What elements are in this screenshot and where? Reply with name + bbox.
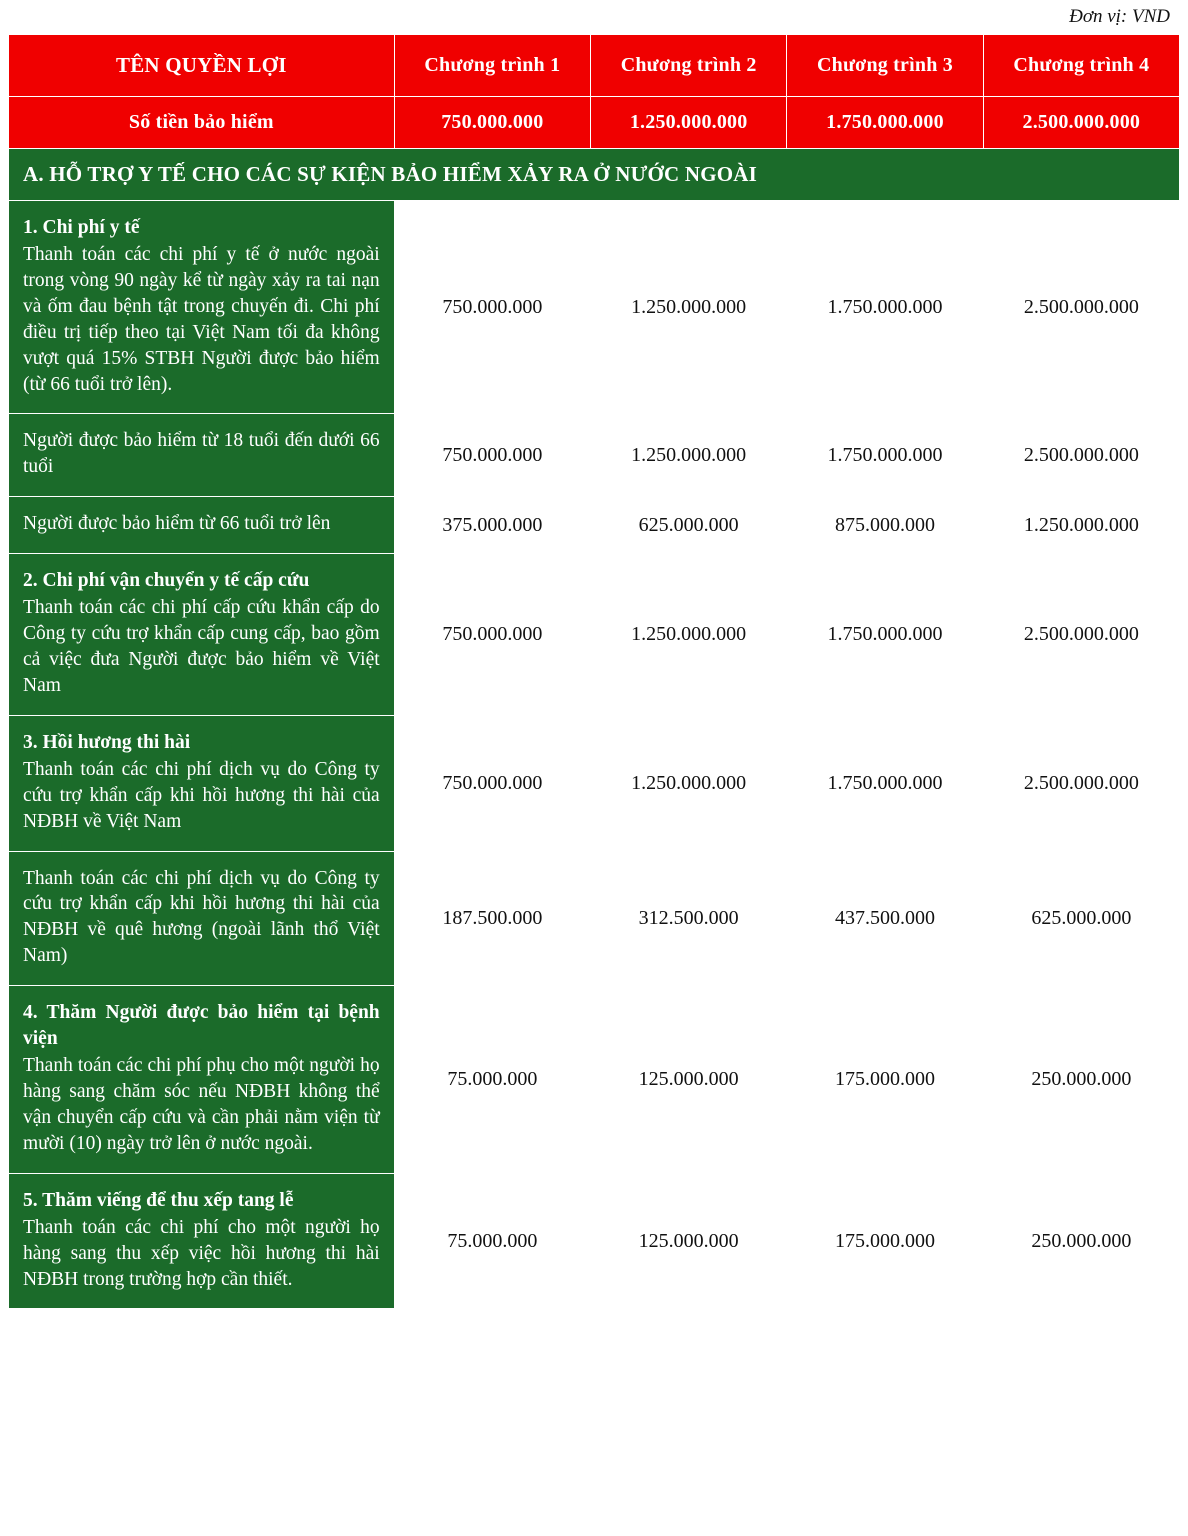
column-header-program-1: Chương trình 1	[394, 35, 590, 97]
section-a-title: A. HỖ TRỢ Y TẾ CHO CÁC SỰ KIỆN BẢO HIỂM XẢY RA Ở NƯỚC NGOÀI	[9, 149, 1180, 201]
benefit-label	[9, 497, 395, 554]
benefit-title: 2. Chi phí vận chuyển y tế cấp cứu	[23, 570, 310, 592]
benefits-table	[8, 34, 1180, 1309]
benefit-value-program-1: 750.000.000	[394, 201, 590, 414]
unit-note: Đơn vị: VND	[1069, 6, 1170, 27]
sum-insured-value-3: 1.750.000.000	[787, 97, 983, 149]
benefit-description: Người được bảo hiểm từ 18 tuổi đến dưới 66 tuổi	[23, 430, 380, 478]
benefit-title: 4. Thăm Người được bảo hiểm tại bệnh viện	[23, 1002, 380, 1050]
benefit-label	[9, 715, 395, 851]
benefit-value-program-4: 625.000.000	[983, 851, 1179, 986]
benefit-value-program-3: 175.000.000	[787, 986, 983, 1174]
benefit-description: Thanh toán các chi phí dịch vụ do Công ty cứu trợ khẩn cấp khi hồi hương thi hài của NĐBH về Việt Nam	[23, 758, 380, 832]
benefit-value-program-1: 750.000.000	[394, 414, 590, 497]
benefit-value-program-4: 2.500.000.000	[983, 414, 1179, 497]
table-row	[9, 414, 1180, 497]
benefit-value-program-3: 1.750.000.000	[787, 414, 983, 497]
benefit-value-program-4: 2.500.000.000	[983, 554, 1179, 716]
table-row	[9, 851, 1180, 986]
benefit-value-program-3: 1.750.000.000	[787, 201, 983, 414]
column-header-program-4: Chương trình 4	[983, 35, 1179, 97]
benefit-title: 3. Hồi hương thi hài	[23, 731, 191, 753]
benefit-value-program-3: 1.750.000.000	[787, 715, 983, 851]
benefit-value-program-3: 875.000.000	[787, 497, 983, 554]
benefit-value-program-4: 250.000.000	[983, 986, 1179, 1174]
benefit-value-program-2: 1.250.000.000	[590, 201, 786, 414]
benefit-description: Người được bảo hiểm từ 66 tuổi trở lên	[23, 513, 331, 535]
benefit-label	[9, 1173, 395, 1309]
benefit-value-program-2: 125.000.000	[590, 986, 786, 1174]
sum-insured-value-2: 1.250.000.000	[590, 97, 786, 149]
benefit-value-program-2: 1.250.000.000	[590, 715, 786, 851]
table-row	[9, 715, 1180, 851]
benefit-label	[9, 851, 395, 986]
benefit-label	[9, 986, 395, 1174]
benefit-value-program-3: 1.750.000.000	[787, 554, 983, 716]
benefit-value-program-2: 1.250.000.000	[590, 414, 786, 497]
benefit-title: 1. Chi phí y tế	[23, 217, 140, 238]
benefit-label	[9, 201, 395, 414]
sum-insured-label: Số tiền bảo hiểm	[9, 97, 395, 149]
benefit-value-program-3: 175.000.000	[787, 1173, 983, 1309]
benefit-title: 5. Thăm viếng để thu xếp tang lễ	[23, 1189, 294, 1211]
sum-insured-value-1: 750.000.000	[394, 97, 590, 149]
column-header-program-2: Chương trình 2	[590, 35, 786, 97]
table-header-row	[9, 35, 1180, 97]
benefit-value-program-1: 750.000.000	[394, 715, 590, 851]
column-header-benefit-name: TÊN QUYỀN LỢI	[9, 35, 395, 97]
benefit-description: Thanh toán các chi phí dịch vụ do Công ty cứu trợ khẩn cấp khi hồi hương thi hài của NĐBH về quê hương (ngoài lãnh thổ Việt Nam)	[23, 867, 380, 967]
table-row	[9, 497, 1180, 554]
column-header-program-3: Chương trình 3	[787, 35, 983, 97]
benefit-description: Thanh toán các chi phí y tế ở nước ngoài trong vòng 90 ngày kể từ ngày xảy ra tai nạn và ốm đau bệnh tật trong chuyến đi. Chi phí điều trị tiếp theo tại Việt Nam tối đa không vượt quá 15% STBH Người được bảo hiểm (từ 66 tuổi trở lên).	[23, 243, 380, 395]
table-row	[9, 1173, 1180, 1309]
benefit-value-program-4: 250.000.000	[983, 1173, 1179, 1309]
benefit-value-program-2: 625.000.000	[590, 497, 786, 554]
benefit-value-program-1: 75.000.000	[394, 1173, 590, 1309]
table-row	[9, 201, 1180, 414]
benefit-label	[9, 554, 395, 716]
sum-insured-value-4: 2.500.000.000	[983, 97, 1179, 149]
table-row	[9, 554, 1180, 716]
benefit-value-program-4: 2.500.000.000	[983, 201, 1179, 414]
table-row	[9, 986, 1180, 1174]
benefit-value-program-1: 375.000.000	[394, 497, 590, 554]
section-a-row	[9, 149, 1180, 201]
benefit-description: Thanh toán các chi phí cho một người họ hàng sang thu xếp việc hồi hương thi hài NĐBH trong trường hợp cần thiết.	[23, 1216, 380, 1290]
benefit-value-program-4: 1.250.000.000	[983, 497, 1179, 554]
benefit-label	[9, 414, 395, 497]
benefit-value-program-4: 2.500.000.000	[983, 715, 1179, 851]
benefit-value-program-1: 750.000.000	[394, 554, 590, 716]
benefit-value-program-3: 437.500.000	[787, 851, 983, 986]
benefit-value-program-1: 75.000.000	[394, 986, 590, 1174]
benefit-value-program-2: 312.500.000	[590, 851, 786, 986]
benefit-description: Thanh toán các chi phí cấp cứu khẩn cấp do Công ty cứu trợ khẩn cấp cung cấp, bao gồm cả việc đưa Người được bảo hiểm về Việt Nam	[23, 597, 380, 696]
benefit-value-program-2: 1.250.000.000	[590, 554, 786, 716]
benefit-description: Thanh toán các chi phí phụ cho một người họ hàng sang chăm sóc nếu NĐBH không thể vận chuyển cấp cứu và cần phải nằm viện từ mười (10) ngày trở lên ở nước ngoài.	[23, 1055, 380, 1154]
benefit-value-program-1: 187.500.000	[394, 851, 590, 986]
benefit-value-program-2: 125.000.000	[590, 1173, 786, 1309]
sum-insured-row	[9, 97, 1180, 149]
